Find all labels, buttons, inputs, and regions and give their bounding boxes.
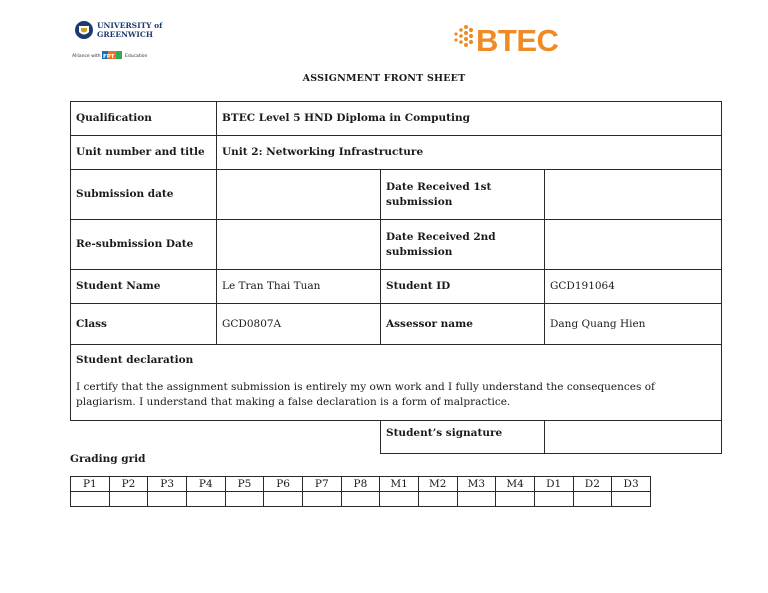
btec-logo-text: BTEC bbox=[476, 23, 559, 58]
student-name-label: Student Name bbox=[71, 270, 217, 304]
grading-grid bbox=[70, 476, 651, 507]
declaration-text: I certify that the assignment submission is entirely my own work and I fully understand the consequences of plagiarism. I understand that making a false declaration is a form of malpractice. bbox=[76, 381, 655, 408]
grading-cell-m4[interactable] bbox=[496, 492, 535, 507]
class-label: Class bbox=[71, 304, 217, 345]
alliance-suffix: Education bbox=[125, 54, 148, 59]
grading-criterion-p4: P4 bbox=[186, 477, 225, 492]
grading-cell-p5[interactable] bbox=[225, 492, 264, 507]
signature-spacer bbox=[71, 421, 381, 454]
signature-field[interactable] bbox=[545, 421, 722, 454]
submission-date-field[interactable] bbox=[217, 170, 381, 220]
university-name-line1: UNIVERSITY of bbox=[97, 21, 163, 30]
resubmission-row bbox=[71, 220, 722, 270]
btec-logo bbox=[452, 20, 572, 60]
date-received-2-label: Date Received 2nd submission bbox=[381, 220, 545, 270]
unit-label: Unit number and title bbox=[71, 136, 217, 170]
declaration-cell bbox=[71, 345, 722, 421]
university-name-line2: GREENWICH bbox=[97, 30, 153, 39]
grading-cell-d3[interactable] bbox=[612, 492, 651, 507]
btec-dots-icon bbox=[452, 20, 572, 60]
grading-criterion-d3: D3 bbox=[612, 477, 651, 492]
grading-criterion-p6: P6 bbox=[264, 477, 303, 492]
student-id-label: Student ID bbox=[381, 270, 545, 304]
date-received-1-label: Date Received 1st submission bbox=[381, 170, 545, 220]
grading-criterion-p7: P7 bbox=[302, 477, 341, 492]
alliance-text: Alliance with bbox=[72, 54, 101, 59]
grading-cell-p2[interactable] bbox=[109, 492, 148, 507]
assessor-label: Assessor name bbox=[381, 304, 545, 345]
university-of-greenwich-logo bbox=[72, 18, 164, 62]
grading-criterion-p3: P3 bbox=[148, 477, 187, 492]
page-title: ASSIGNMENT FRONT SHEET bbox=[302, 73, 466, 84]
qualification-row bbox=[71, 102, 722, 136]
grading-criterion-m3: M3 bbox=[457, 477, 496, 492]
grading-cell-p7[interactable] bbox=[302, 492, 341, 507]
grading-header-row bbox=[71, 477, 651, 492]
student-name-value[interactable]: Le Tran Thai Tuan bbox=[217, 270, 381, 304]
grading-cell-p3[interactable] bbox=[148, 492, 187, 507]
signature-label: Student’s signature bbox=[381, 421, 545, 454]
qualification-label: Qualification bbox=[71, 102, 217, 136]
grading-criterion-p5: P5 bbox=[225, 477, 264, 492]
grading-cell-m1[interactable] bbox=[380, 492, 419, 507]
grading-value-row bbox=[71, 492, 651, 507]
grading-cell-p8[interactable] bbox=[341, 492, 380, 507]
qualification-value: BTEC Level 5 HND Diploma in Computing bbox=[217, 102, 722, 136]
resubmission-date-label: Re-submission Date bbox=[71, 220, 217, 270]
grading-cell-d1[interactable] bbox=[534, 492, 573, 507]
grading-cell-m2[interactable] bbox=[418, 492, 457, 507]
declaration-heading: Student declaration bbox=[76, 354, 194, 366]
student-row bbox=[71, 270, 722, 304]
greenwich-crest-icon bbox=[72, 18, 164, 62]
grading-criterion-p2: P2 bbox=[109, 477, 148, 492]
grading-criterion-d1: D1 bbox=[534, 477, 573, 492]
submission-date-label: Submission date bbox=[71, 170, 217, 220]
grading-criterion-p1: P1 bbox=[71, 477, 110, 492]
fpt-logo-text: FPT bbox=[103, 54, 115, 60]
grading-criterion-p8: P8 bbox=[341, 477, 380, 492]
grading-cell-d2[interactable] bbox=[573, 492, 612, 507]
unit-row bbox=[71, 136, 722, 170]
assessor-value[interactable]: Dang Quang Hien bbox=[545, 304, 722, 345]
grading-criterion-m2: M2 bbox=[418, 477, 457, 492]
signature-row bbox=[71, 421, 722, 454]
date-received-2-field[interactable] bbox=[545, 220, 722, 270]
grading-criterion-m1: M1 bbox=[380, 477, 419, 492]
declaration-row bbox=[71, 345, 722, 421]
class-row bbox=[71, 304, 722, 345]
resubmission-date-field[interactable] bbox=[217, 220, 381, 270]
grading-cell-p4[interactable] bbox=[186, 492, 225, 507]
unit-value: Unit 2: Networking Infrastructure bbox=[217, 136, 722, 170]
student-id-value[interactable]: GCD191064 bbox=[545, 270, 722, 304]
grading-cell-p6[interactable] bbox=[264, 492, 303, 507]
grading-cell-p1[interactable] bbox=[71, 492, 110, 507]
grading-criterion-d2: D2 bbox=[573, 477, 612, 492]
grading-grid-title: Grading grid bbox=[70, 453, 146, 465]
front-sheet-table bbox=[70, 101, 722, 454]
submission-row bbox=[71, 170, 722, 220]
grading-criterion-m4: M4 bbox=[496, 477, 535, 492]
date-received-1-field[interactable] bbox=[545, 170, 722, 220]
grading-cell-m3[interactable] bbox=[457, 492, 496, 507]
class-value[interactable]: GCD0807A bbox=[217, 304, 381, 345]
